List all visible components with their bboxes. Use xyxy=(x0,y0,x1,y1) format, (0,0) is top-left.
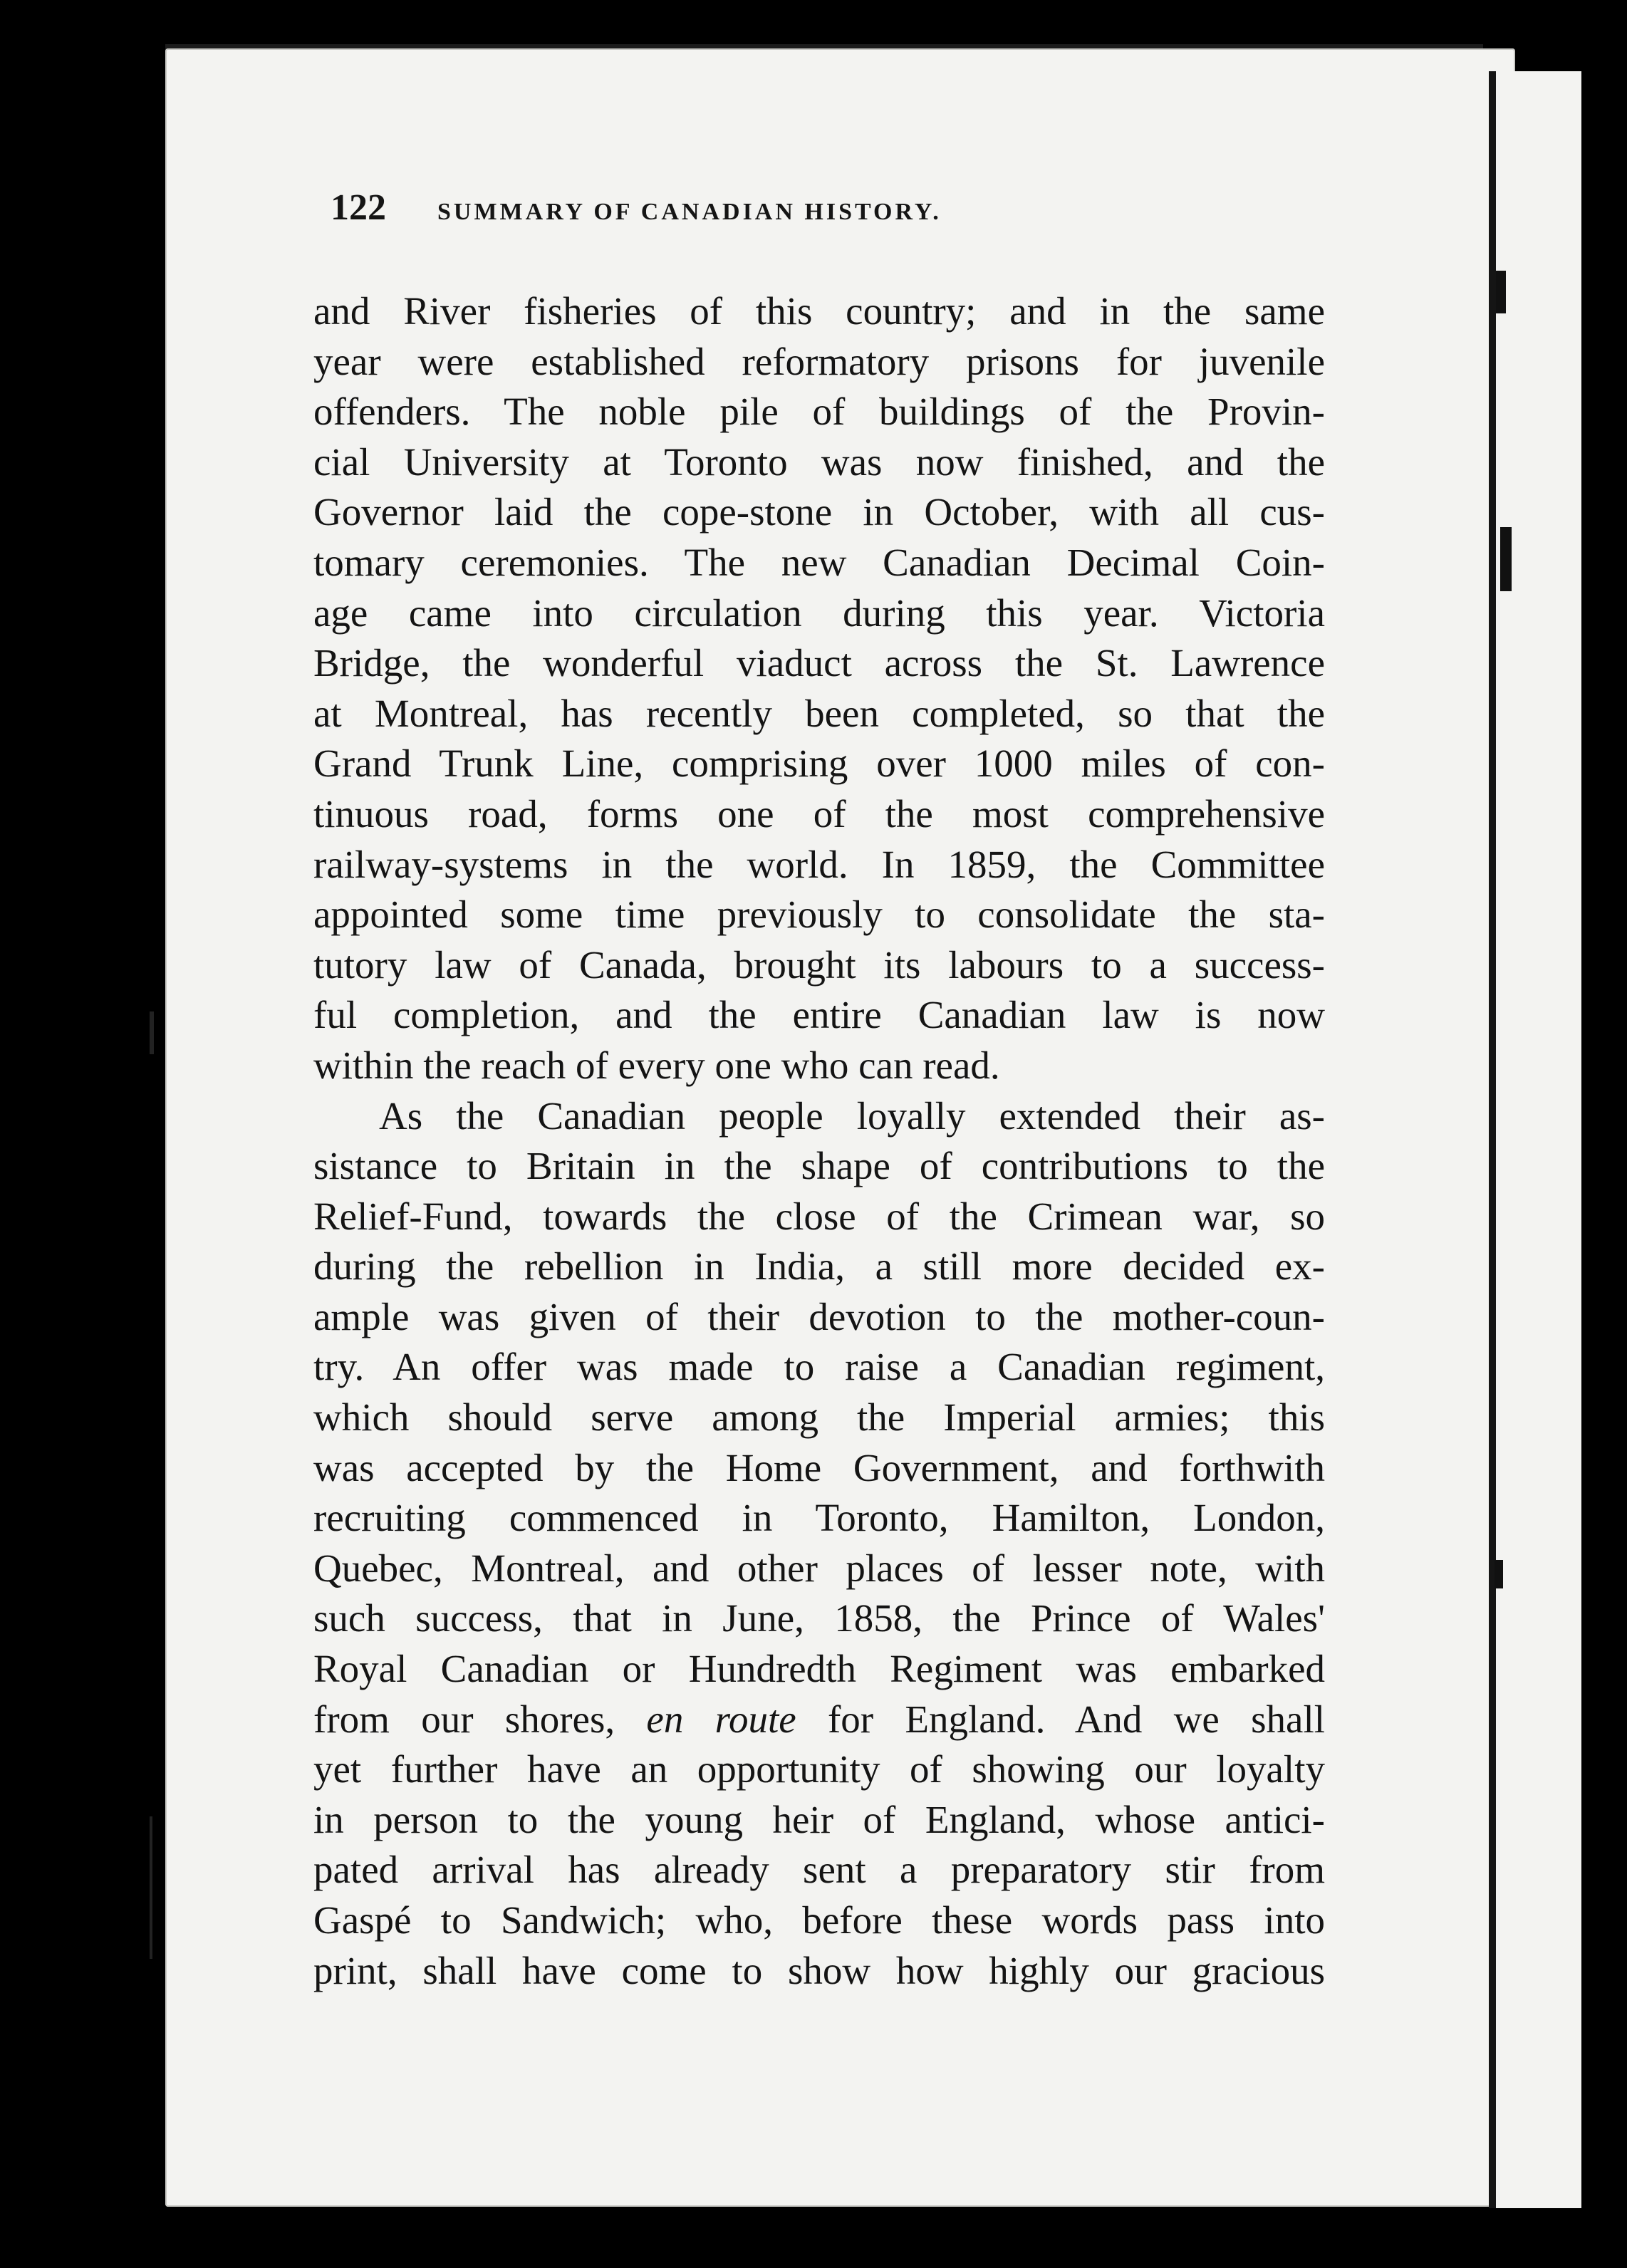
text-line: tinuous road, forms one of the most comprehensive xyxy=(313,791,1325,836)
page-number: 122 xyxy=(331,187,386,228)
facing-page-edge xyxy=(1489,71,1581,2208)
scan-artifact xyxy=(150,1011,154,1054)
running-title: SUMMARY OF CANADIAN HISTORY. xyxy=(437,199,942,225)
text-line: Grand Trunk Line, comprising over 1000 miles of con- xyxy=(313,742,1325,786)
text-line: print, shall have come to show how highly our gracious xyxy=(313,1948,1325,1992)
text-line: was accepted by the Home Government, and forthwith xyxy=(313,1445,1325,1489)
text-line: try. An offer was made to raise a Canadian regiment, xyxy=(313,1345,1325,1389)
running-head xyxy=(331,187,1328,244)
text-line: which should serve among the Imperial armies; this xyxy=(313,1395,1325,1440)
binding-mark xyxy=(1500,527,1512,591)
text-line: in person to the young heir of England, whose antici- xyxy=(313,1797,1325,1841)
text-line: offenders. The noble pile of buildings of the Provin- xyxy=(313,390,1325,434)
text-line: year were established reformatory prisons for juvenile xyxy=(313,339,1325,383)
binding-mark xyxy=(1496,271,1506,313)
text-line: during the rebellion in India, a still more decided ex- xyxy=(313,1244,1325,1289)
text-line: within the reach of every one who can read. xyxy=(313,1043,1000,1087)
text-line: tutory law of Canada, brought its labours to a success- xyxy=(313,942,1325,987)
italic-phrase: en route xyxy=(646,1697,796,1741)
text-line: Relief-Fund, towards the close of the Crimean war, so xyxy=(313,1194,1325,1238)
text-line: Royal Canadian or Hundredth Regiment was embarked xyxy=(313,1647,1325,1691)
text-line: tomary ceremonies. The new Canadian Decimal Coin- xyxy=(313,540,1325,584)
binding-mark xyxy=(1495,1560,1503,1588)
text-line: yet further have an opportunity of showing our loyalty xyxy=(313,1747,1325,1791)
text-line: Bridge, the wonderful viaduct across the St. Lawrence xyxy=(313,641,1325,685)
text-line: sistance to Britain in the shape of contributions to the xyxy=(313,1144,1325,1188)
text-line: ample was given of their devotion to the mother-coun- xyxy=(313,1294,1325,1338)
text-line: and River fisheries of this country; and in the same xyxy=(313,289,1325,333)
text-line: railway-systems in the world. In 1859, the Committee xyxy=(313,842,1325,886)
text-fragment: from our shores, xyxy=(313,1697,615,1741)
scan-artifact xyxy=(150,1816,152,1959)
text-line: such success, that in June, 1858, the Prince of Wales' xyxy=(313,1596,1325,1640)
text-line: appointed some time previously to consolidate the sta- xyxy=(313,893,1325,937)
text-line: Governor laid the cope-stone in October, with all cus- xyxy=(313,490,1325,534)
text-line: Gaspé to Sandwich; who, before these words pass into xyxy=(313,1898,1325,1942)
text-fragment: for England. And we shall xyxy=(827,1697,1326,1741)
text-line: age came into circulation during this year. Victoria xyxy=(313,591,1325,635)
text-line: pated arrival has already sent a preparatory stir from xyxy=(313,1848,1325,1892)
text-line: Quebec, Montreal, and other places of lesser note, with xyxy=(313,1546,1325,1590)
text-line-mixed xyxy=(313,1695,1325,1745)
text-line: at Montreal, has recently been completed, so that the xyxy=(313,691,1325,735)
text-line: recruiting commenced in Toronto, Hamilton, London, xyxy=(313,1496,1325,1540)
text-line: cial University at Toronto was now finished, and the xyxy=(313,439,1325,484)
text-line: ful completion, and the entire Canadian law is now xyxy=(313,993,1325,1037)
body-text xyxy=(313,286,1325,1996)
paragraph-start-line: As the Canadian people loyally extended their as- xyxy=(379,1093,1325,1138)
